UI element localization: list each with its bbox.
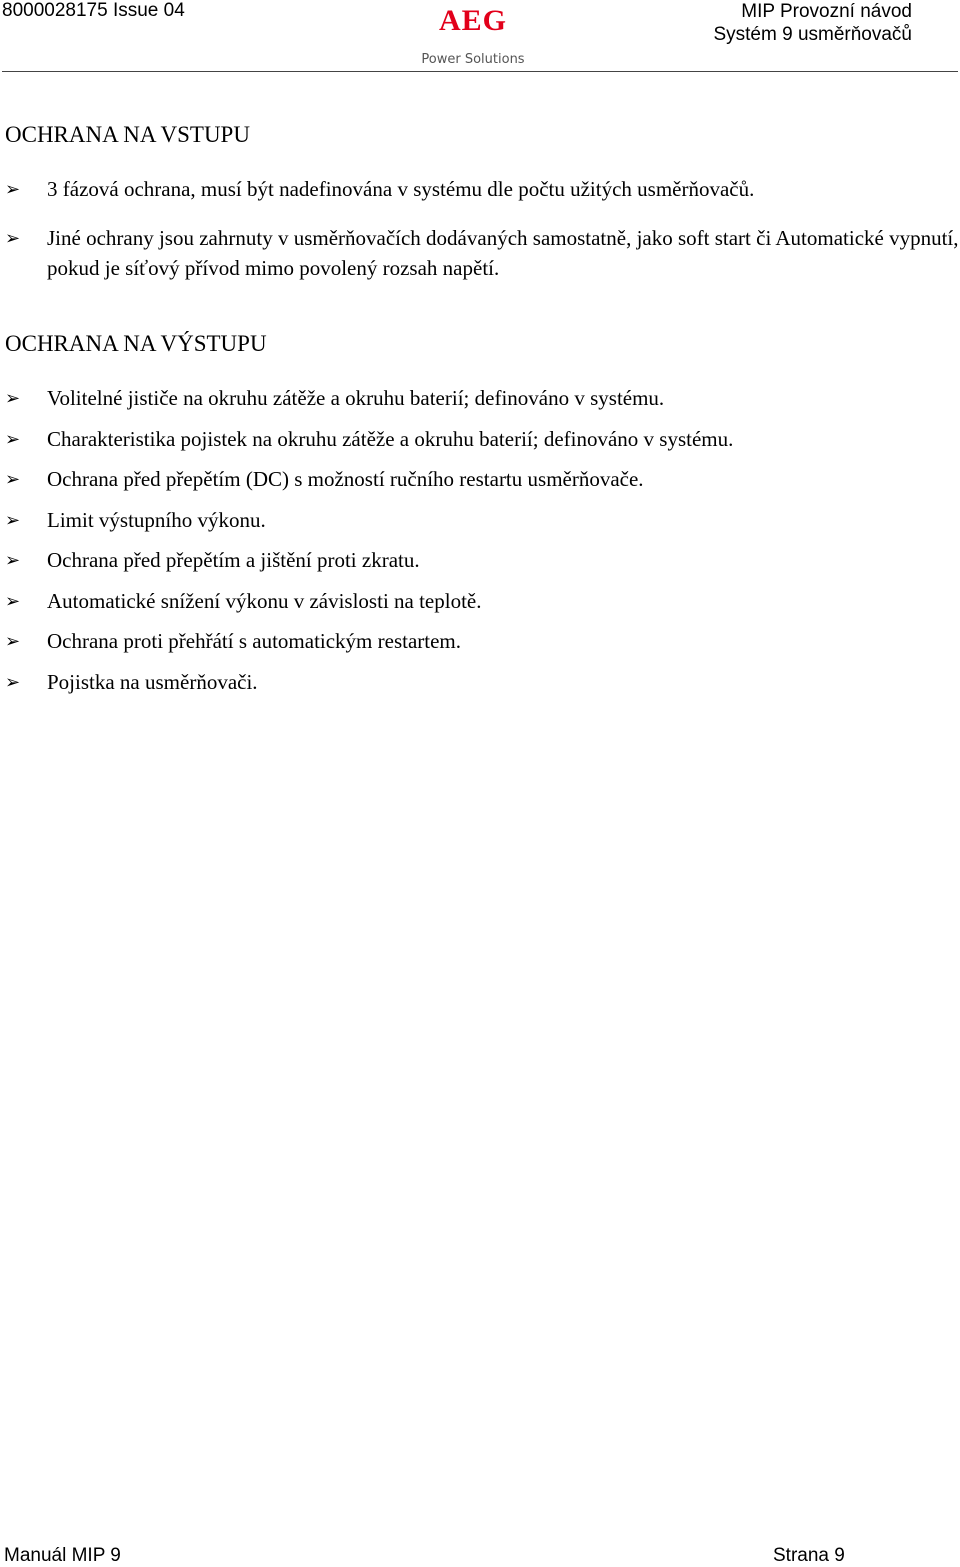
input-protection-list — [0, 174, 960, 302]
list-item-text: Ochrana proti přehřátí s automatickým restartem. — [47, 629, 462, 653]
footer-manual-name: Manuál MIP 9 — [4, 1545, 121, 1566]
footer-page-number: Strana 9 — [773, 1545, 845, 1566]
list-item — [0, 500, 960, 541]
list-item-text: Limit výstupního výkonu. — [47, 507, 266, 532]
logo-mark: AEG — [438, 4, 507, 37]
arrow-bullet-icon: ➢ — [5, 388, 21, 408]
header-divider — [2, 71, 958, 72]
list-item — [0, 621, 960, 662]
list-item-text: 3 fázová ochrana, musí být nadefinována v systému dle počtu užitých usměrňovačů. — [47, 177, 755, 201]
section-title-input-protection: OCHRANA NA VSTUPU — [5, 122, 250, 147]
list-item — [0, 540, 960, 581]
document-title-line1: MIP Provozní návod — [741, 1, 912, 22]
list-item — [0, 174, 960, 204]
arrow-bullet-icon: ➢ — [5, 671, 21, 692]
arrow-bullet-icon: ➢ — [5, 590, 21, 611]
list-item-text: Ochrana před přepětím a jištění proti zkratu. — [47, 548, 420, 572]
arrow-bullet-icon: ➢ — [5, 428, 21, 449]
list-item-text: Charakteristika pojistek na okruhu zátěže a okruhu baterií; definováno v systému. — [47, 426, 734, 451]
list-item-text: Volitelné jističe na okruhu zátěže a okruhu baterií; definováno v systému. — [47, 386, 665, 410]
list-item-text: Ochrana před přepětím (DC) s možností ručního restartu usměrňovače. — [47, 467, 644, 491]
list-item — [0, 459, 960, 500]
arrow-bullet-icon: ➢ — [5, 469, 21, 489]
output-protection-list — [0, 378, 960, 702]
list-item — [0, 419, 960, 460]
aeg-logo — [415, 4, 531, 70]
list-item — [0, 662, 960, 703]
logo-subtext: Power Solutions — [421, 52, 525, 67]
arrow-bullet-icon: ➢ — [5, 228, 21, 248]
section-title-output-protection: OCHRANA NA VÝSTUPU — [5, 331, 267, 356]
arrow-bullet-icon: ➢ — [5, 550, 21, 570]
arrow-bullet-icon: ➢ — [5, 509, 21, 530]
arrow-bullet-icon: ➢ — [5, 179, 21, 199]
document-title — [713, 0, 912, 46]
list-item — [0, 378, 960, 419]
list-item-text: Automatické snížení výkonu v závislosti na teplotě. — [47, 588, 482, 613]
list-item-text: Pojistka na usměrňovači. — [47, 669, 258, 694]
document-number: 8000028175 Issue 04 — [2, 0, 185, 21]
arrow-bullet-icon: ➢ — [5, 631, 21, 651]
list-item — [0, 223, 960, 283]
list-item-text: Jiné ochrany jsou zahrnuty v usměrňovačích dodávaných samostatně, jako soft start či Automatické vypnutí, pokud je síťový přívod mimo povolený rozsah napětí. — [47, 226, 959, 280]
list-item — [0, 581, 960, 622]
document-title-line2: Systém 9 usměrňovačů — [713, 24, 912, 45]
